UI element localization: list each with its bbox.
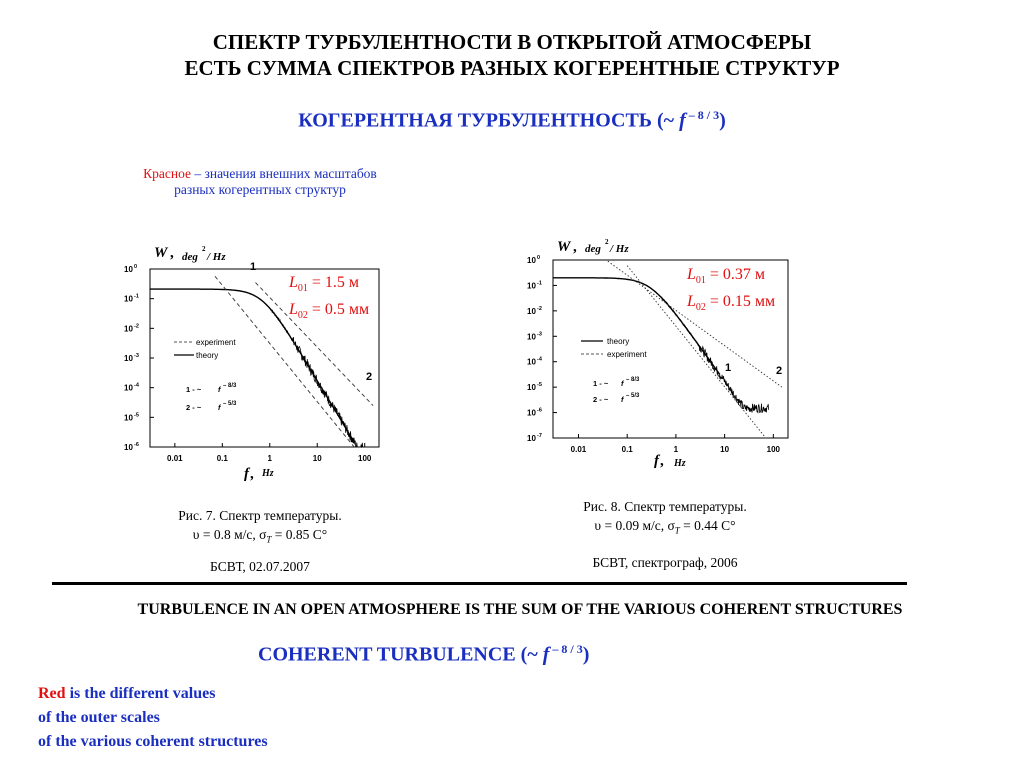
chart-1-slope-1-exp: – 8/3 xyxy=(223,383,237,389)
chart-2-param-0-text: = 0.37 м xyxy=(705,266,766,283)
chart-2-x-ticks xyxy=(571,434,781,454)
chart-1-xlabel-var: f xyxy=(244,466,249,482)
english-subtitle-prefix: COHERENT TURBULENCE (~ xyxy=(258,643,543,666)
y-tick-label: 10 xyxy=(124,354,133,363)
y-tick-exponent: -1 xyxy=(537,280,542,287)
chart-1-slope-1-f: f xyxy=(218,385,221,394)
chart-1-param-0-sym: L xyxy=(289,274,298,291)
chart-1-ylabel-unit-post: / Hz xyxy=(207,251,226,263)
chart-2-caption-line2: υ = 0.09 м/с, σ xyxy=(594,518,675,533)
chart-1-line-label-2: 2 xyxy=(366,371,373,383)
note-ru-line1: – значения внешних масштабов xyxy=(191,166,377,181)
chart-1-slope-1-prefix: 1 - ~ xyxy=(186,385,202,394)
chart-1-caption-sub: T xyxy=(266,534,272,545)
y-tick-exponent: -3 xyxy=(537,331,542,338)
y-tick-exponent: 0 xyxy=(537,255,541,261)
chart-1-param-1-sym: L xyxy=(289,301,298,319)
y-tick-label: 10 xyxy=(124,294,133,304)
chart-1-legend xyxy=(174,338,236,360)
chart-1-caption-line1: Рис. 7. Спектр температуры. xyxy=(178,508,342,523)
y-tick-label: 10 xyxy=(527,306,536,316)
chart-1-legend-label-0: experiment xyxy=(196,338,236,347)
y-tick-label: 10 xyxy=(527,357,536,367)
x-tick-label: 0.01 xyxy=(570,445,587,454)
chart-1-ylabel-unit-pre: deg xyxy=(182,251,198,263)
y-tick-exponent: -3 xyxy=(134,353,139,359)
chart-1-params xyxy=(289,272,369,326)
x-tick-label: 0.01 xyxy=(167,454,183,463)
chart-1-slope-2-exp: – 5/3 xyxy=(223,401,237,407)
english-title: TURBULENCE IN AN OPEN ATMOSPHERE IS THE SUM OF THE VARIOUS COHERENT STRUCTURES xyxy=(137,601,903,618)
subtitle-ru-f: f xyxy=(679,109,686,132)
chart-1-slope-2-prefix: 2 - ~ xyxy=(186,403,202,412)
y-tick-exponent: -4 xyxy=(134,382,139,389)
chart-1-ylabel-sup: 2 xyxy=(202,245,206,253)
chart-2-slope-2-exp: – 5/3 xyxy=(626,393,640,399)
english-note-line2: of the outer scales xyxy=(38,709,160,726)
y-tick-exponent: -2 xyxy=(537,305,542,312)
x-tick-label: 0.1 xyxy=(216,454,228,463)
chart-1-xlabel-unit: Hz xyxy=(262,468,274,479)
subtitle-ru-exponent: – 8 / 3 xyxy=(685,108,720,122)
y-tick-label: 10 xyxy=(527,256,536,265)
chart-2-caption-sub: T xyxy=(674,525,680,536)
chart-1-slope-legend xyxy=(186,383,237,412)
english-note-line1: is the different values xyxy=(65,685,216,702)
note-ru-red-word: Красное xyxy=(143,166,192,181)
chart-1-caption xyxy=(110,506,410,576)
chart-2-xlabel-var: f xyxy=(654,453,659,469)
chart-2-param-1-text: = 0.15 мм xyxy=(705,293,776,311)
y-tick-exponent: -1 xyxy=(134,293,139,300)
chart-2-ylabel-comma: , xyxy=(573,239,577,255)
y-tick-exponent: -6 xyxy=(537,407,542,414)
y-tick-label: 10 xyxy=(527,281,536,291)
chart-2-ylabel-unit-pre: deg xyxy=(585,243,601,255)
chart-2-param-1-sub: 02 xyxy=(695,302,706,314)
y-tick-label: 10 xyxy=(124,265,133,274)
chart-2-ylabel-var: W xyxy=(557,239,571,255)
chart-2-caption-line1: Рис. 8. Спектр температуры. xyxy=(583,499,747,514)
y-tick-label: 10 xyxy=(527,434,536,443)
chart-2-param-0-sub: 01 xyxy=(695,275,706,287)
chart-2-slope-1-prefix: 1 - ~ xyxy=(593,379,609,388)
y-tick-label: 10 xyxy=(527,332,536,342)
subtitle-ru-prefix: КОГЕРЕНТНАЯ ТУРБУЛЕНТНОСТЬ (~ xyxy=(298,109,680,132)
y-tick-label: 10 xyxy=(527,383,536,393)
note-ru-line2: разных когерентных структур xyxy=(174,182,346,197)
y-tick-exponent: 0 xyxy=(134,264,138,270)
chart-1-param-0-sub: 01 xyxy=(297,283,308,295)
x-tick-label: 100 xyxy=(766,445,781,454)
y-tick-exponent: -5 xyxy=(134,412,139,419)
x-tick-label: 1 xyxy=(673,445,679,454)
chart-1-x-ticks xyxy=(167,443,372,463)
chart-2-slope-1-f: f xyxy=(621,379,624,388)
english-subtitle xyxy=(258,642,589,667)
y-tick-exponent: -2 xyxy=(134,323,139,330)
separator-line xyxy=(52,582,907,585)
chart-1-ylabel-var: W xyxy=(154,245,168,261)
english-note xyxy=(38,682,268,754)
chart-1-legend-label-1: theory xyxy=(196,351,219,360)
chart-2-legend xyxy=(581,337,647,359)
y-tick-exponent: -5 xyxy=(537,382,542,389)
title-line-1: СПЕКТР ТУРБУЛЕНТНОСТИ В ОТКРЫТОЙ АТМОСФЕРЫ xyxy=(212,30,812,54)
series-experiment xyxy=(270,308,365,447)
english-note-line3: of the various coherent structures xyxy=(38,733,268,750)
chart-1-xlabel-comma: , xyxy=(250,466,254,482)
chart-2-ylabel-unit-post: / Hz xyxy=(610,243,629,255)
chart-2-slope-1-exp: – 8/3 xyxy=(626,377,640,383)
chart-2-caption-line3: БСВТ, спектрограф, 2006 xyxy=(592,554,738,570)
x-tick-label: 10 xyxy=(312,454,322,463)
chart-2-ylabel-sup: 2 xyxy=(605,238,609,246)
y-tick-label: 10 xyxy=(124,383,133,393)
chart-2-line-label-2: 2 xyxy=(776,365,783,377)
chart-1-caption-line3: БСВТ, 02.07.2007 xyxy=(210,558,310,574)
chart-1-param-1-text: = 0.5 мм xyxy=(307,301,370,319)
chart-2-caption-line2-end: = 0.44 C° xyxy=(679,518,736,533)
chart-2-slope-2-f: f xyxy=(621,395,624,404)
y-tick-label: 10 xyxy=(124,443,133,452)
chart-1-slope-2-f: f xyxy=(218,403,221,412)
note-ru xyxy=(60,166,460,198)
english-subtitle-suffix: ) xyxy=(582,643,590,666)
chart-2-line-label-1: 1 xyxy=(725,362,732,374)
subtitle-ru xyxy=(0,108,1024,133)
title-line-2: ЕСТЬ СУММА СПЕКТРОВ РАЗНЫХ КОГЕРЕНТНЫЕ СТРУКТУР xyxy=(184,56,840,80)
x-tick-label: 10 xyxy=(720,445,730,454)
chart-2-legend-label-1: experiment xyxy=(607,350,647,359)
y-tick-exponent: -7 xyxy=(537,433,542,439)
y-tick-exponent: -4 xyxy=(537,356,542,363)
chart-2-caption xyxy=(515,497,815,572)
x-tick-label: 1 xyxy=(267,454,272,463)
x-tick-label: 100 xyxy=(358,454,372,463)
chart-2-param-1-sym: L xyxy=(687,293,696,311)
english-red-word: Red xyxy=(38,685,66,702)
chart-2-param-0-sym: L xyxy=(687,266,696,283)
chart-2-xlabel-comma: , xyxy=(660,453,664,469)
chart-2-params xyxy=(687,264,775,318)
chart-2-slope-2-prefix: 2 - ~ xyxy=(593,395,609,404)
chart-1-param-0-text: = 1.5 м xyxy=(307,274,360,291)
english-subtitle-exp: – 8 / 3 xyxy=(549,642,583,656)
english-subtitle-f: f xyxy=(542,643,550,666)
subtitle-ru-suffix: ) xyxy=(719,109,726,132)
chart-1-ylabel-comma: , xyxy=(170,245,174,261)
y-tick-exponent: -6 xyxy=(134,442,139,448)
chart-1-param-1-sub: 02 xyxy=(297,310,308,322)
chart-1-line-label-1: 1 xyxy=(250,261,257,273)
y-tick-label: 10 xyxy=(124,413,133,423)
y-tick-label: 10 xyxy=(124,324,133,334)
chart-2-legend-label-0: theory xyxy=(607,337,630,346)
y-tick-label: 10 xyxy=(527,408,536,418)
chart-2-slope-legend xyxy=(593,377,640,404)
chart-1-caption-line2: υ = 0.8 м/с, σ xyxy=(192,527,267,542)
chart-2-xlabel-unit: Hz xyxy=(674,458,686,469)
chart-1-caption-line2-end: = 0.85 C° xyxy=(271,527,328,542)
x-tick-label: 0.1 xyxy=(621,445,633,454)
